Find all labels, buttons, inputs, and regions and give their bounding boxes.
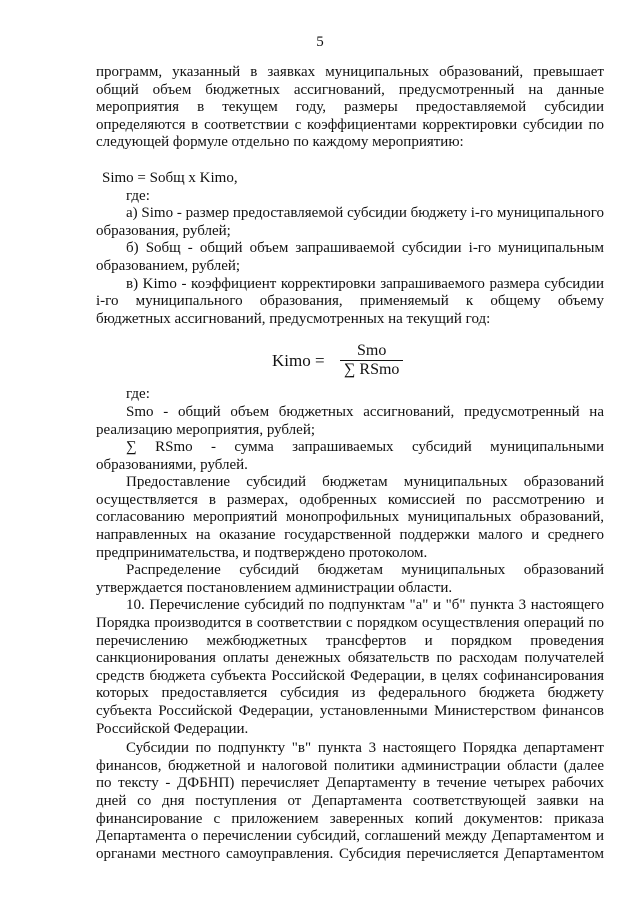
text-line: направленных на оказание государственной поддержки малого и среднего bbox=[96, 527, 604, 544]
where-label: где: bbox=[126, 386, 150, 403]
text-line: Субсидии по подпункту "в" пункта 3 настоящего Порядка департамент bbox=[126, 740, 604, 757]
text-line: дней со дня поступления от Департамента соответствующей заявки на bbox=[96, 792, 604, 809]
paragraph-10 bbox=[96, 597, 604, 738]
text-line: ∑ RSmo - сумма запрашиваемых субсидий муниципальными bbox=[126, 439, 604, 456]
text-line: бюджетных ассигнований, предусмотренных на текущий год: bbox=[96, 310, 491, 327]
text-line: 10. Перечисление субсидий по подпунктам "а" и "б" пункта 3 настоящего bbox=[126, 597, 604, 614]
where-label: где: bbox=[126, 187, 150, 204]
text-line: Департамента о перечислении субсидий, соглашений между Департаментом и bbox=[96, 828, 604, 845]
text-line: которых предоставляется субсидия из федерального бюджета бюджету bbox=[96, 685, 604, 702]
text-line: Российской Федерации. bbox=[96, 720, 249, 737]
definition-rsmo bbox=[96, 439, 604, 474]
text-line: а) Simo - размер предоставляемой субсидии бюджету i-го муниципального bbox=[126, 205, 604, 222]
formula-numerator: Smo bbox=[340, 342, 403, 361]
formula-denominator: ∑ RSmo bbox=[344, 360, 400, 378]
formula-coefficient bbox=[96, 342, 604, 384]
text-line: в) Kimo - коэффициент корректировки запрашиваемого размера субсидии bbox=[126, 275, 604, 292]
paragraph-subsidies-v bbox=[96, 740, 604, 863]
text-line: санкционирования оплаты денежных обязательств по расходам получателей bbox=[96, 650, 604, 667]
text-line: Предоставление субсидий бюджетам муниципальных образований bbox=[126, 474, 604, 491]
distribution-paragraph bbox=[96, 562, 604, 597]
item-c bbox=[96, 276, 604, 329]
formula-fraction bbox=[340, 342, 403, 378]
text-line: определяются в соответствии с коэффициентами корректировки субсидии по bbox=[96, 116, 604, 133]
text-line: Smo - общий объем бюджетных ассигнований, предусмотренный на bbox=[126, 403, 604, 420]
formula-lhs: Kimo = bbox=[272, 351, 325, 371]
formula-subsidy: Simo = Sобщ x Kimo, bbox=[102, 169, 238, 186]
item-b bbox=[96, 240, 604, 275]
text-line: согласованию мероприятий монопрофильных муниципальных образований, bbox=[96, 509, 604, 526]
text-line: субъекта Российской Федерации, установленными Министерством финансов bbox=[96, 703, 604, 719]
text-line: утверждается постановлением администрации области. bbox=[96, 579, 453, 596]
text-line: б) Sобщ - общий объем запрашиваемой субсидии i-го муниципальным bbox=[126, 240, 604, 257]
text-line: финансов, бюджетной и налоговой политики администрации области (далее bbox=[96, 757, 604, 774]
provision-paragraph bbox=[96, 474, 604, 562]
text-line: Распределение субсидий бюджетам муниципальных образований bbox=[126, 562, 604, 579]
text-line: общий объем бюджетных ассигнований, предусмотренный на данные bbox=[96, 81, 604, 98]
intro-paragraph bbox=[96, 64, 604, 152]
text-line: образования, рублей; bbox=[96, 222, 231, 239]
document-body bbox=[96, 64, 604, 863]
text-line: по тексту - ДФБНП) перечисляет Департаменту в течение четырех рабочих bbox=[96, 775, 604, 792]
definition-smo bbox=[96, 404, 604, 439]
text-line: Порядка производится в соответствии с порядком осуществления операций по bbox=[96, 615, 604, 632]
text-line: i-го муниципального образования, применяемый к общему объему bbox=[96, 293, 604, 310]
page-number: 5 bbox=[316, 34, 324, 50]
item-a bbox=[96, 205, 604, 240]
text-line: следующей формуле отдельно по каждому мероприятию: bbox=[96, 134, 464, 151]
text-line: финансирование с приложением заверенных копий документов: приказа bbox=[96, 810, 604, 827]
text-line: перечислению межбюджетных трансфертов и порядком проведения bbox=[96, 632, 604, 649]
text-line: органами местного самоуправления. Субсидия перечисляется Департаментом bbox=[96, 845, 604, 862]
text-line: образованиями, рублей. bbox=[96, 456, 248, 473]
text-line: средств бюджета субъекта Российской Федерации, в целях софинансирования bbox=[96, 667, 604, 684]
text-line: осуществляется в размерах, одобренных комиссией по рассмотрению и bbox=[96, 491, 604, 508]
text-line: реализацию мероприятия, рублей; bbox=[96, 421, 316, 438]
text-line: программ, указанный в заявках муниципальных образований, превышает bbox=[96, 64, 604, 80]
text-line: предпринимательства, и подтверждено протоколом. bbox=[96, 544, 428, 561]
text-line: мероприятия в текущем году, размеры предоставляемой субсидии bbox=[96, 99, 604, 116]
text-line: образованием, рублей; bbox=[96, 257, 241, 274]
